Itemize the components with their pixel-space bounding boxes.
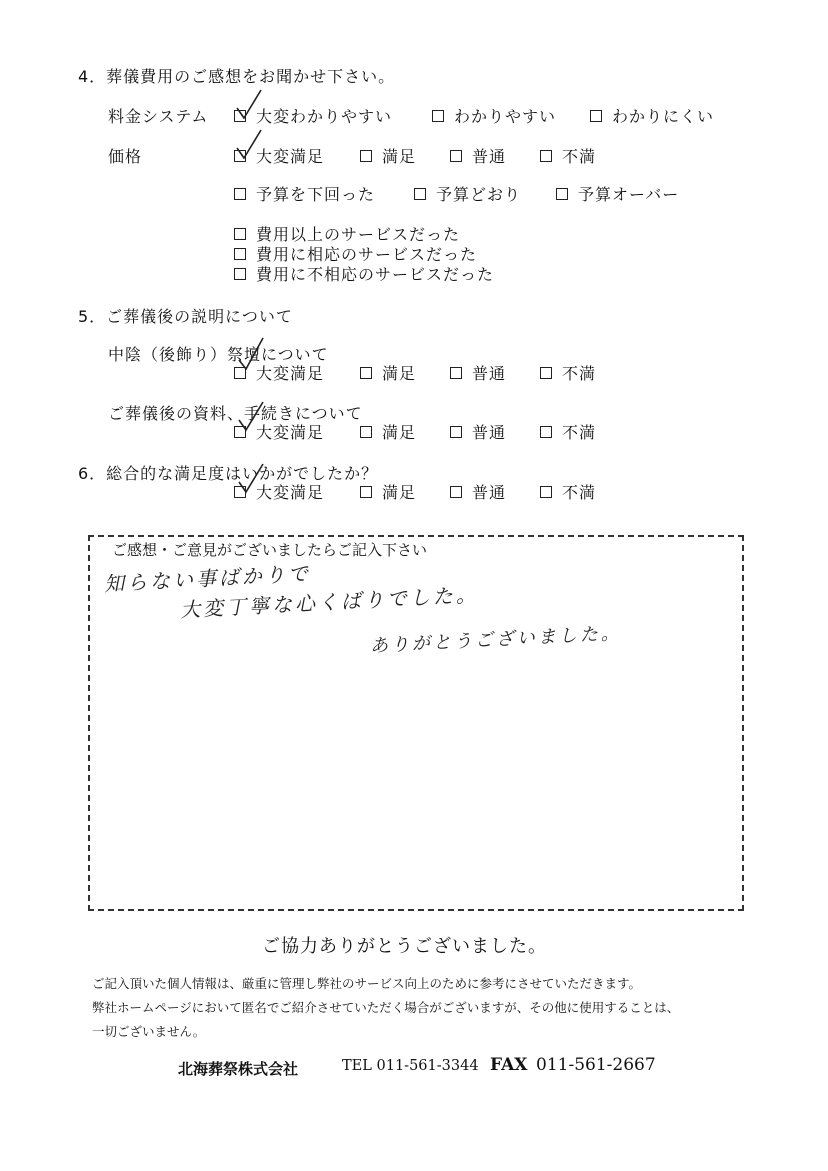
q5-sub2-option-3[interactable]: 不満 <box>540 420 596 443</box>
q4-system-option-2[interactable]: わかりにくい <box>590 104 714 127</box>
privacy-note-line-3: 一切ございません。 <box>92 1024 206 1039</box>
checkbox[interactable] <box>540 486 552 498</box>
q6-option-3[interactable]: 不満 <box>540 480 596 503</box>
q6-option-0[interactable]: 大変満足 <box>234 480 324 503</box>
checkbox[interactable] <box>234 188 246 200</box>
checkbox[interactable] <box>432 110 444 122</box>
checkbox[interactable] <box>450 150 462 162</box>
q5-sub1-option-3[interactable]: 不満 <box>540 361 596 384</box>
checkbox[interactable] <box>234 150 246 162</box>
checkbox[interactable] <box>450 426 462 438</box>
thanks-message: ご協力ありがとうございました。 <box>262 936 547 957</box>
comment-title: ご感想・ご意見がございましたらご記入下さい <box>112 541 428 559</box>
q5-sub2-option-1[interactable]: 満足 <box>360 420 416 443</box>
footer-company: 北海葬祭株式会社 <box>178 1060 299 1078</box>
checkbox[interactable] <box>556 188 568 200</box>
checkbox[interactable] <box>360 486 372 498</box>
checkbox[interactable] <box>540 426 552 438</box>
q5-sub2-label: ご葬儀後の資料、手続きについて <box>108 404 363 423</box>
handwriting-line-2: 大変丁寧な心くばりでした。 <box>179 582 480 622</box>
checkbox[interactable] <box>234 367 246 379</box>
footer-tel: TEL 011-561-3344 <box>342 1058 479 1074</box>
q4-price-label: 価格 <box>108 147 143 166</box>
checkbox[interactable] <box>540 150 552 162</box>
q5-sub1-option-0[interactable]: 大変満足 <box>234 361 324 384</box>
footer-fax-label: FAX <box>490 1055 528 1075</box>
checkbox[interactable] <box>234 228 246 240</box>
q4-heading: 4．葬儀費用のご感想をお聞かせ下さい。 <box>78 67 396 86</box>
checkbox[interactable] <box>414 188 426 200</box>
q4-price-option-1[interactable]: 満足 <box>360 144 416 167</box>
checkbox[interactable] <box>360 150 372 162</box>
q4-service-option-0[interactable]: 費用以上のサービスだった <box>234 222 460 245</box>
footer-fax: 011-561-2667 <box>536 1055 656 1075</box>
q4-budget-option-0[interactable]: 予算を下回った <box>234 182 375 205</box>
q4-price-option-3[interactable]: 不満 <box>540 144 596 167</box>
checkbox[interactable] <box>234 426 246 438</box>
q5-sub1-option-2[interactable]: 普通 <box>450 361 506 384</box>
checkbox[interactable] <box>360 426 372 438</box>
q6-option-2[interactable]: 普通 <box>450 480 506 503</box>
checkbox[interactable] <box>234 268 246 280</box>
q5-heading: 5．ご葬儀後の説明について <box>78 307 293 326</box>
q4-budget-option-1[interactable]: 予算どおり <box>414 182 521 205</box>
q5-sub1-label: 中陰（後飾り）祭壇について <box>108 345 329 364</box>
checkbox[interactable] <box>590 110 602 122</box>
q4-price-option-2[interactable]: 普通 <box>450 144 506 167</box>
handwriting-line-1: 知らない事ばかりで <box>103 561 312 596</box>
q4-system-option-1[interactable]: わかりやすい <box>432 104 556 127</box>
q6-heading: 6．総合的な満足度はいかがでしたか？ <box>78 464 379 483</box>
q4-price-option-0[interactable]: 大変満足 <box>234 144 324 167</box>
q4-service-option-1[interactable]: 費用に相応のサービスだった <box>234 242 477 265</box>
privacy-note-line-2: 弊社ホームページにおいて匿名でご紹介させていただく場合がございますが、その他に使用することは、 <box>92 1000 680 1015</box>
q5-sub2-option-2[interactable]: 普通 <box>450 420 506 443</box>
q4-system-option-0[interactable]: 大変わかりやすい <box>234 104 392 127</box>
q4-system-label: 料金システム <box>108 107 209 126</box>
privacy-note-line-1: ご記入頂いた個人情報は、厳重に管理し弊社のサービス向上のために参考にさせていただきます。 <box>92 976 642 991</box>
checkbox[interactable] <box>540 367 552 379</box>
checkbox[interactable] <box>234 248 246 260</box>
checkbox[interactable] <box>450 486 462 498</box>
q4-budget-option-2[interactable]: 予算オーバー <box>556 182 679 205</box>
q5-sub2-option-0[interactable]: 大変満足 <box>234 420 324 443</box>
q5-sub1-option-1[interactable]: 満足 <box>360 361 416 384</box>
q4-service-option-2[interactable]: 費用に不相応のサービスだった <box>234 262 494 285</box>
checkbox[interactable] <box>234 486 246 498</box>
q6-option-1[interactable]: 満足 <box>360 480 416 503</box>
handwriting-line-3: ありがとうございました。 <box>369 622 623 657</box>
checkbox[interactable] <box>360 367 372 379</box>
checkbox[interactable] <box>450 367 462 379</box>
checkbox[interactable] <box>234 110 246 122</box>
